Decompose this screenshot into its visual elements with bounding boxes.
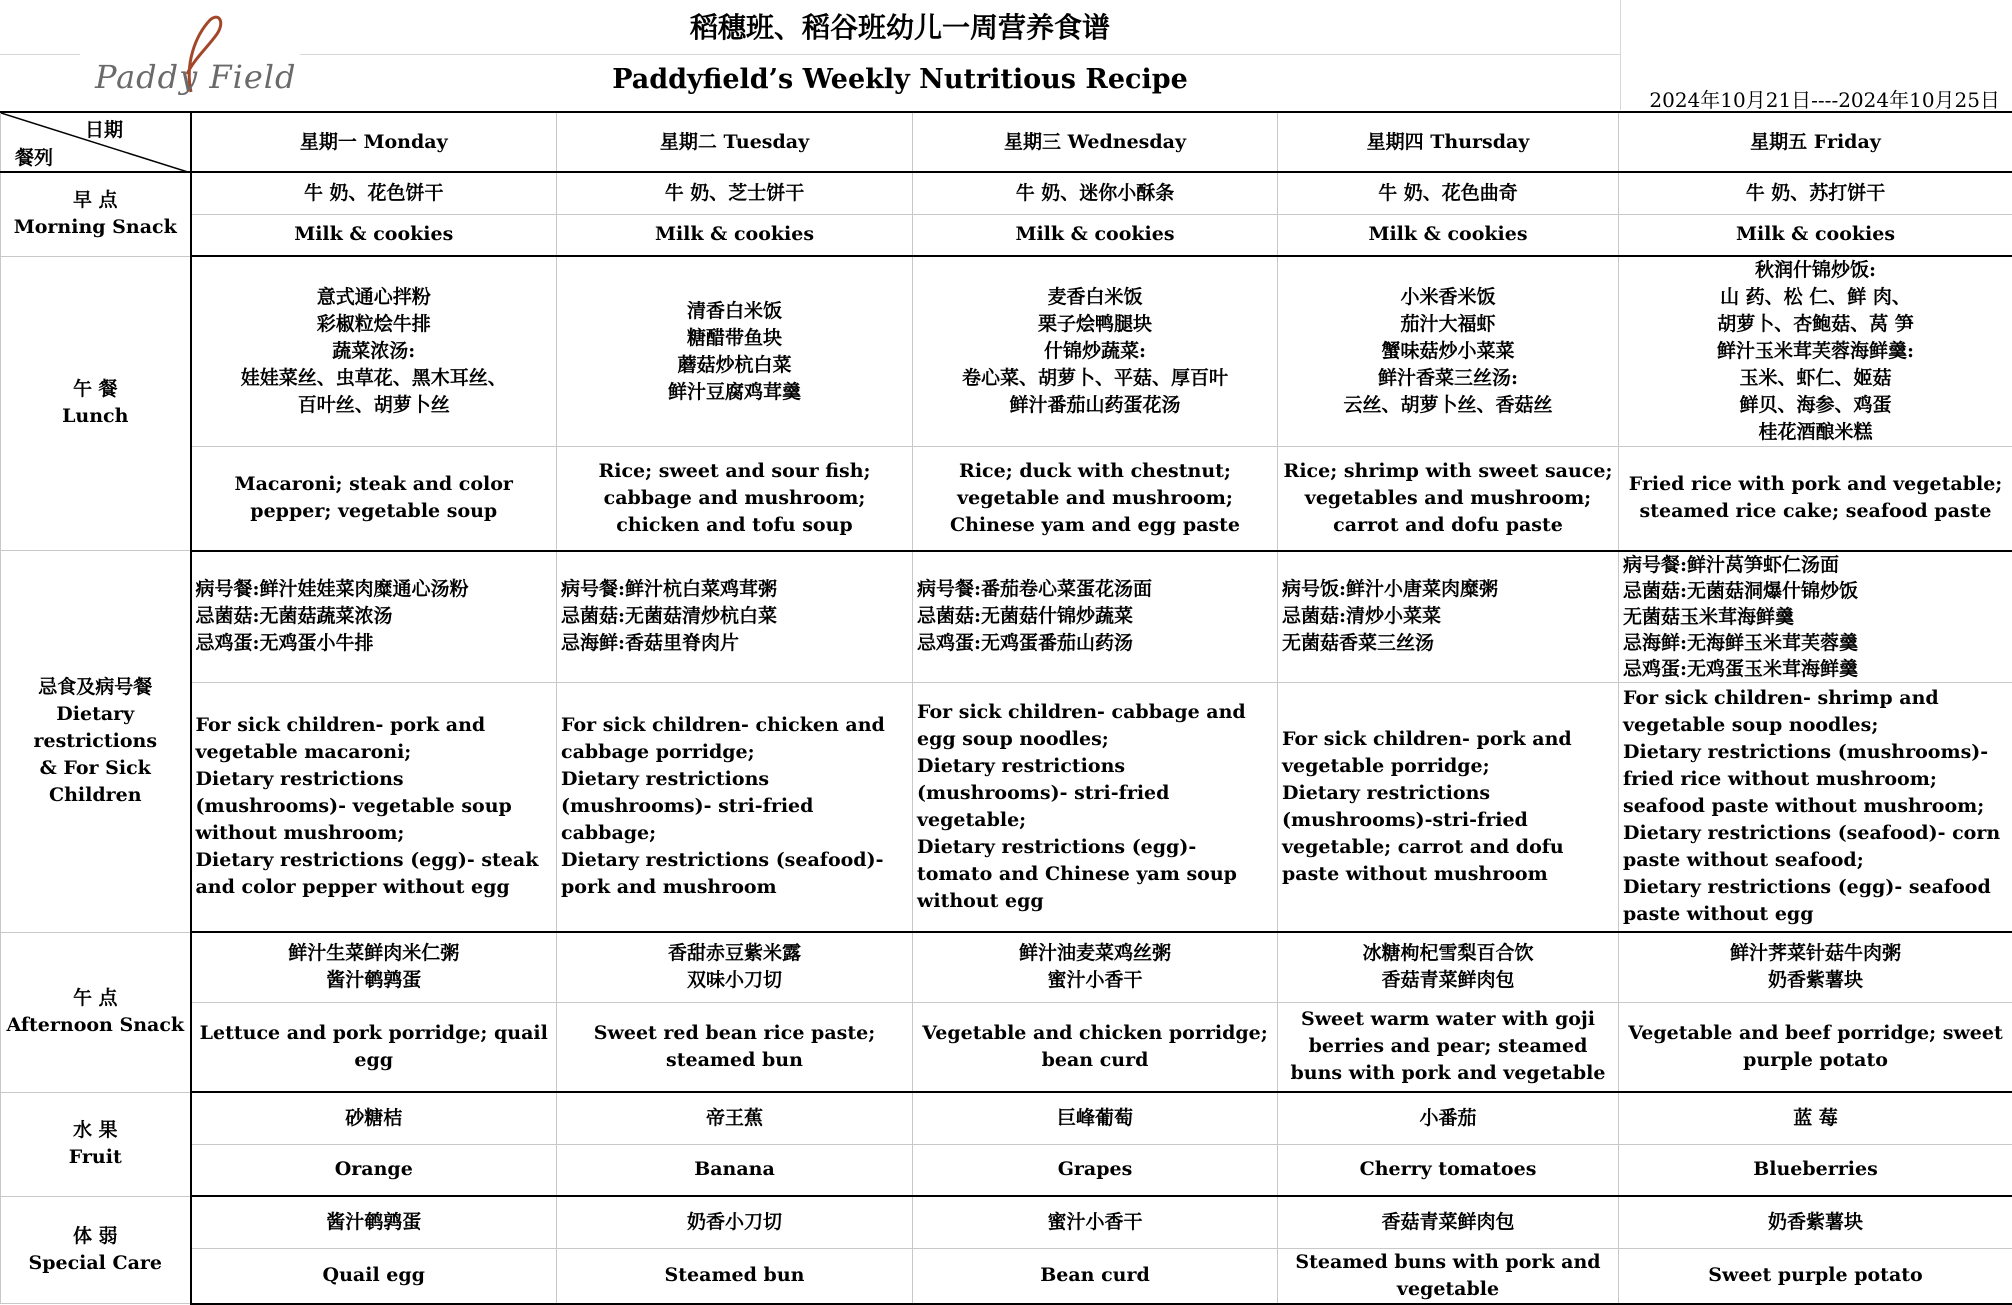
row-label-en: Morning Snack (5, 214, 186, 241)
menu-cell: Sweet warm water with goji berries and pear; steamed buns with pork and vegetable (1278, 1002, 1619, 1092)
row-label-special (1, 1196, 191, 1304)
menu-cell: Blueberries (1619, 1144, 2012, 1196)
menu-cell: 病号餐:鲜汁娃娃菜肉糜通心汤粉 忌菌菇:无菌菇蔬菜浓汤 忌鸡蛋:无鸡蛋小牛排 (191, 551, 557, 683)
row-label-en: Fruit (5, 1144, 186, 1171)
menu-cell: 病号餐:鲜汁莴笋虾仁汤面 忌菌菇:无菌菇洞爆什锦炒饭 无菌菇玉米茸海鲜羹 忌海鲜:无海鲜玉米茸芙蓉羹 忌鸡蛋:无鸡蛋玉米茸海鲜羹 (1619, 551, 2012, 683)
menu-cell: 鲜汁荠菜针菇牛肉粥 奶香紫薯块 (1619, 932, 2012, 1002)
row-label-cn: 水 果 (5, 1117, 186, 1144)
menu-cell: Rice; duck with chestnut; vegetable and mushroom; Chinese yam and egg paste (913, 447, 1278, 551)
row-label-cn: 体 弱 (5, 1223, 186, 1250)
afternoon-row-cn (1, 932, 2012, 1002)
lunch-row-cn (1, 256, 2012, 447)
menu-cell: Grapes (913, 1144, 1278, 1196)
menu-cell: For sick children- cabbage and egg soup noodles; Dietary restrictions (mushrooms)- stri-fried vegetable; Dietary restrictions (egg)- tomato and Chinese yam soup without egg (913, 682, 1278, 932)
menu-cell: 小番茄 (1278, 1092, 1619, 1144)
menu-cell: 病号饭:鲜汁小唐菜肉糜粥 忌菌菇:清炒小菜菜 无菌菇香菜三丝汤 (1278, 551, 1619, 683)
menu-cell: 清香白米饭 糖醋带鱼块 蘑菇炒杭白菜 鲜汁豆腐鸡茸羹 (557, 256, 913, 447)
menu-cell: 奶香紫薯块 (1619, 1196, 2012, 1248)
special-row-cn (1, 1196, 2012, 1248)
menu-cell: Bean curd (913, 1248, 1278, 1304)
fruit-row-cn (1, 1092, 2012, 1144)
corner-cell (1, 112, 191, 172)
row-label-diet (1, 551, 191, 933)
diet-row-en (1, 682, 2012, 932)
menu-cell: Vegetable and beef porridge; sweet purple potato (1619, 1002, 2012, 1092)
menu-cell: Rice; sweet and sour fish; cabbage and mushroom; chicken and tofu soup (557, 447, 913, 551)
menu-cell: Rice; shrimp with sweet sauce; vegetables and mushroom; carrot and dofu paste (1278, 447, 1619, 551)
menu-cell: 香甜赤豆紫米露 双味小刀切 (557, 932, 913, 1002)
menu-cell: 牛 奶、苏打饼干 (1619, 172, 2012, 214)
menu-cell: For sick children- pork and vegetable porridge; Dietary restrictions (mushrooms)-stri-fried vegetable; carrot and dofu paste without mushroom (1278, 682, 1619, 932)
morning-row-en (1, 214, 2012, 256)
header-row (1, 112, 2012, 172)
day-header-monday: 星期一 Monday (191, 112, 557, 172)
menu-cell: 奶香小刀切 (557, 1196, 913, 1248)
morning-row-cn (1, 172, 2012, 214)
menu-cell: Milk & cookies (913, 214, 1278, 256)
title-chinese: 稻穗班、稻谷班幼儿一周营养食谱 (0, 6, 1800, 46)
menu-cell: For sick children- shrimp and vegetable soup noodles; Dietary restrictions (mushrooms)- fried rice without mushroom; seafood paste without mushroom; Dietary restrictions (seafood)- corn paste without seafood; Dietary restrictions (egg)- seafood paste without egg (1619, 682, 2012, 932)
row-label-en: & For Sick Children (5, 755, 186, 809)
afternoon-row-en (1, 1002, 2012, 1092)
menu-cell: 病号餐:鲜汁杭白菜鸡茸粥 忌菌菇:无菌菇清炒杭白菜 忌海鲜:香菇里脊肉片 (557, 551, 913, 683)
menu-cell: 秋润什锦炒饭: 山 药、松 仁、鲜 肉、 胡萝卜、杏鲍菇、莴 笋 鲜汁玉米茸芙蓉海鲜羹: 玉米、虾仁、姬菇 鲜贝、海参、鸡蛋 桂花酒酿米糕 (1619, 256, 2012, 447)
row-label-en: Special Care (5, 1250, 186, 1277)
menu-cell: 病号餐:番茄卷心菜蛋花汤面 忌菌菇:无菌菇什锦炒蔬菜 忌鸡蛋:无鸡蛋番茄山药汤 (913, 551, 1278, 683)
row-label-fruit (1, 1092, 191, 1196)
day-header-thursday: 星期四 Thursday (1278, 112, 1619, 172)
row-label-cn: 早 点 (5, 187, 186, 214)
menu-cell: Orange (191, 1144, 557, 1196)
menu-cell: 冰糖枸杞雪梨百合饮 香菇青菜鲜肉包 (1278, 932, 1619, 1002)
menu-cell: 巨峰葡萄 (913, 1092, 1278, 1144)
menu-cell: Vegetable and chicken porridge; bean curd (913, 1002, 1278, 1092)
menu-cell: Macaroni; steak and color pepper; vegetable soup (191, 447, 557, 551)
menu-cell: For sick children- pork and vegetable macaroni; Dietary restrictions (mushrooms)- vegetable soup without mushroom; Dietary restrictions (egg)- steak and color pepper without egg (191, 682, 557, 932)
menu-cell: 牛 奶、芝士饼干 (557, 172, 913, 214)
menu-cell: 鲜汁生菜鲜肉米仁粥 酱汁鹌鹑蛋 (191, 932, 557, 1002)
menu-cell: 牛 奶、花色饼干 (191, 172, 557, 214)
menu-cell: Banana (557, 1144, 913, 1196)
menu-cell: Milk & cookies (1278, 214, 1619, 256)
row-label-cn: 午 餐 (5, 376, 186, 403)
menu-cell: Steamed buns with pork and vegetable (1278, 1248, 1619, 1304)
menu-cell: Sweet red bean rice paste; steamed bun (557, 1002, 913, 1092)
row-label-morning (1, 172, 191, 256)
menu-cell: 意式通心拌粉 彩椒粒烩牛排 蔬菜浓汤: 娃娃菜丝、虫草花、黑木耳丝、 百叶丝、胡萝卜丝 (191, 256, 557, 447)
row-label-en: Afternoon Snack (5, 1012, 186, 1039)
menu-cell: Milk & cookies (191, 214, 557, 256)
row-label-en: Lunch (5, 403, 186, 430)
menu-cell: 小米香米饭 茄汁大福虾 蟹味菇炒小菜菜 鲜汁香菜三丝汤: 云丝、胡萝卜丝、香菇丝 (1278, 256, 1619, 447)
row-label-cn: 忌食及病号餐 (5, 674, 186, 701)
menu-cell: Quail egg (191, 1248, 557, 1304)
menu-cell: Cherry tomatoes (1278, 1144, 1619, 1196)
menu-cell: 牛 奶、花色曲奇 (1278, 172, 1619, 214)
menu-cell: Sweet purple potato (1619, 1248, 2012, 1304)
header-rule (0, 54, 80, 55)
day-header-wednesday: 星期三 Wednesday (913, 112, 1278, 172)
menu-cell: Milk & cookies (557, 214, 913, 256)
day-header-tuesday: 星期二 Tuesday (557, 112, 913, 172)
menu-cell: 鲜汁油麦菜鸡丝粥 蜜汁小香干 (913, 932, 1278, 1002)
menu-cell: 蜜汁小香干 (913, 1196, 1278, 1248)
special-row-en (1, 1248, 2012, 1304)
menu-cell: Lettuce and pork porridge; quail egg (191, 1002, 557, 1092)
row-label-cn: 午 点 (5, 985, 186, 1012)
menu-cell: 帝王蕉 (557, 1092, 913, 1144)
date-range: 2024年10月21日----2024年10月25日 (1649, 84, 2000, 113)
row-label-afternoon (1, 932, 191, 1092)
fruit-row-en (1, 1144, 2012, 1196)
menu-cell: 砂糖桔 (191, 1092, 557, 1144)
menu-cell: 麦香白米饭 栗子烩鸭腿块 什锦炒蔬菜: 卷心菜、胡萝卜、平菇、厚百叶 鲜汁番茄山药蛋花汤 (913, 256, 1278, 447)
weekly-menu-table (0, 111, 2012, 1305)
menu-cell: 酱汁鹌鹑蛋 (191, 1196, 557, 1248)
header-rule (300, 54, 1620, 55)
title-english: Paddyfield’s Weekly Nutritious Recipe (0, 64, 1800, 95)
menu-cell: 牛 奶、迷你小酥条 (913, 172, 1278, 214)
diet-row-cn (1, 551, 2012, 683)
corner-meal-label: 餐列 (15, 145, 53, 172)
menu-cell: 蓝 莓 (1619, 1092, 2012, 1144)
row-label-lunch (1, 256, 191, 551)
lunch-row-en (1, 447, 2012, 551)
logo-text: Paddy Field (95, 58, 296, 96)
menu-cell: Milk & cookies (1619, 214, 2012, 256)
corner-date-label: 日期 (85, 117, 123, 144)
menu-cell: For sick children- chicken and cabbage porridge; Dietary restrictions (mushrooms)- stri-fried cabbage; Dietary restrictions (seafood)- pork and mushroom (557, 682, 913, 932)
row-label-en: Dietary restrictions (5, 701, 186, 755)
menu-cell: 香菇青菜鲜肉包 (1278, 1196, 1619, 1248)
menu-cell: Fried rice with pork and vegetable; steamed rice cake; seafood paste (1619, 447, 2012, 551)
menu-cell: Steamed bun (557, 1248, 913, 1304)
day-header-friday: 星期五 Friday (1619, 112, 2012, 172)
